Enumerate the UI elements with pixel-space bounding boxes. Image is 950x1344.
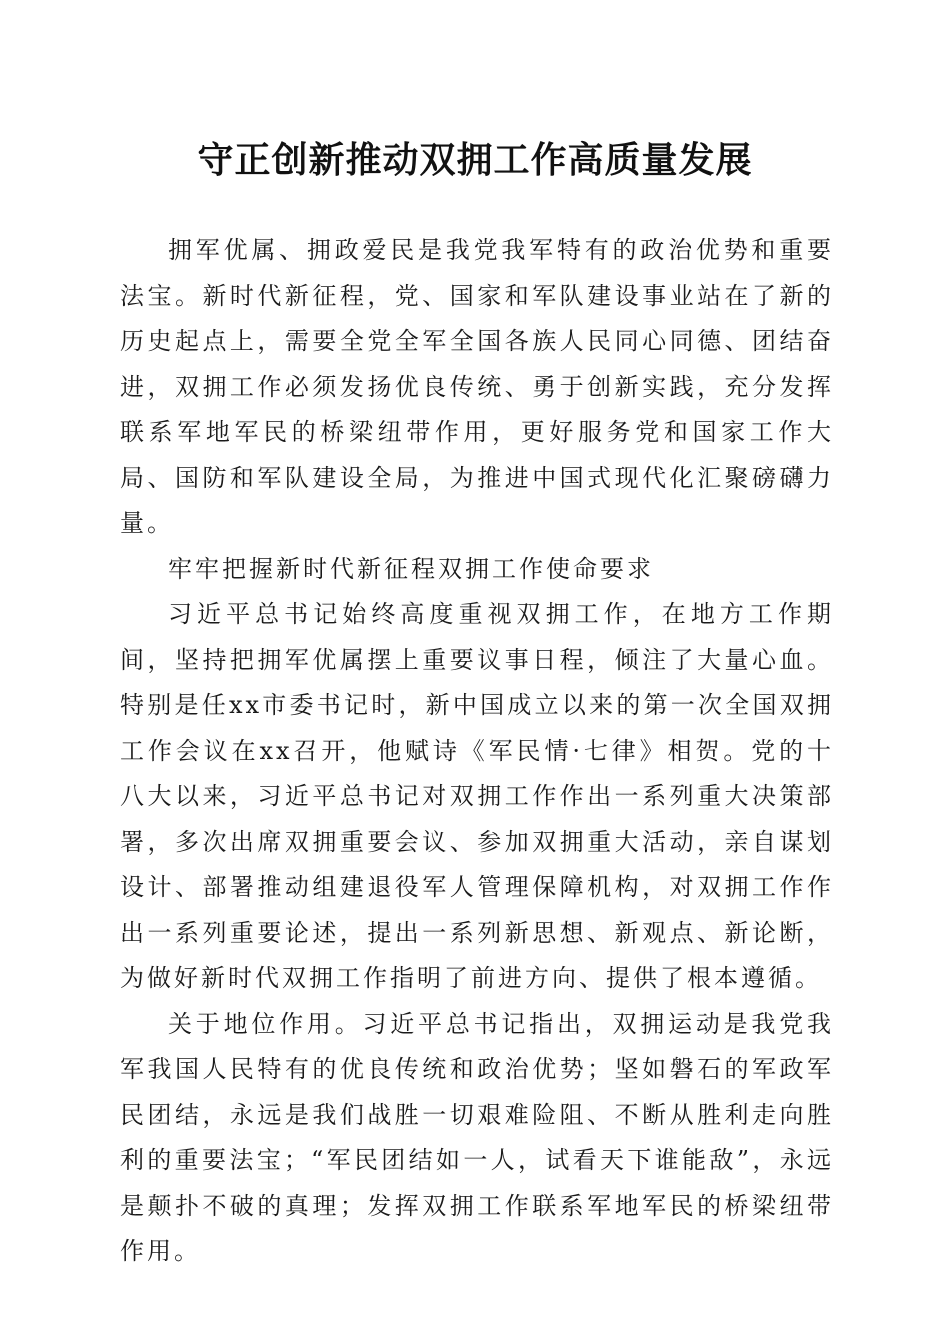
paragraph-intro: 拥军优属、拥政爱民是我党我军特有的政治优势和重要法宝。新时代新征程，党、国家和军队建设事业站在了新的历史起点上，需要全党全军全国各族人民同心同德、团结奋进，双拥工作必须发扬优良传统、勇于创新实践，充分发挥联系军地军民的桥梁纽带作用，更好服务党和国家工作大局、国防和军队建设全局，为推进中国式现代化汇聚磅礴力量。 bbox=[120, 236, 834, 537]
section-heading: 牢牢把握新时代新征程双拥工作使命要求 bbox=[168, 554, 654, 583]
document-body bbox=[120, 228, 834, 1275]
document-title: 守正创新推动双拥工作高质量发展 bbox=[197, 139, 753, 181]
paragraph-status-role: 关于地位作用。习近平总书记指出，双拥运动是我党我军我国人民特有的优良传统和政治优势；坚如磐石的军政军民团结，永远是我们战胜一切艰难险阻、不断从胜利走向胜利的重要法宝；“军民团结如一人，试看天下谁能敌”，永远是颠扑不破的真理；发挥双拥工作联系军地军民的桥梁纽带作用。 bbox=[120, 1009, 834, 1265]
paragraph-background: 习近平总书记始终高度重视双拥工作，在地方工作期间，坚持把拥军优属摆上重要议事日程，倾注了大量心血。特别是任xx市委书记时，新中国成立以来的第一次全国双拥工作会议在xx召开，他赋诗《军民情·七律》相贺。党的十八大以来，习近平总书记对双拥工作作出一系列重大决策部署，多次出席双拥重要会议、参加双拥重大活动，亲自谋划设计、部署推动组建退役军人管理保障机构，对双拥工作作出一系列重要论述，提出一系列新思想、新观点、新论断，为做好新时代双拥工作指明了前进方向、提供了根本遵循。 bbox=[120, 600, 834, 992]
